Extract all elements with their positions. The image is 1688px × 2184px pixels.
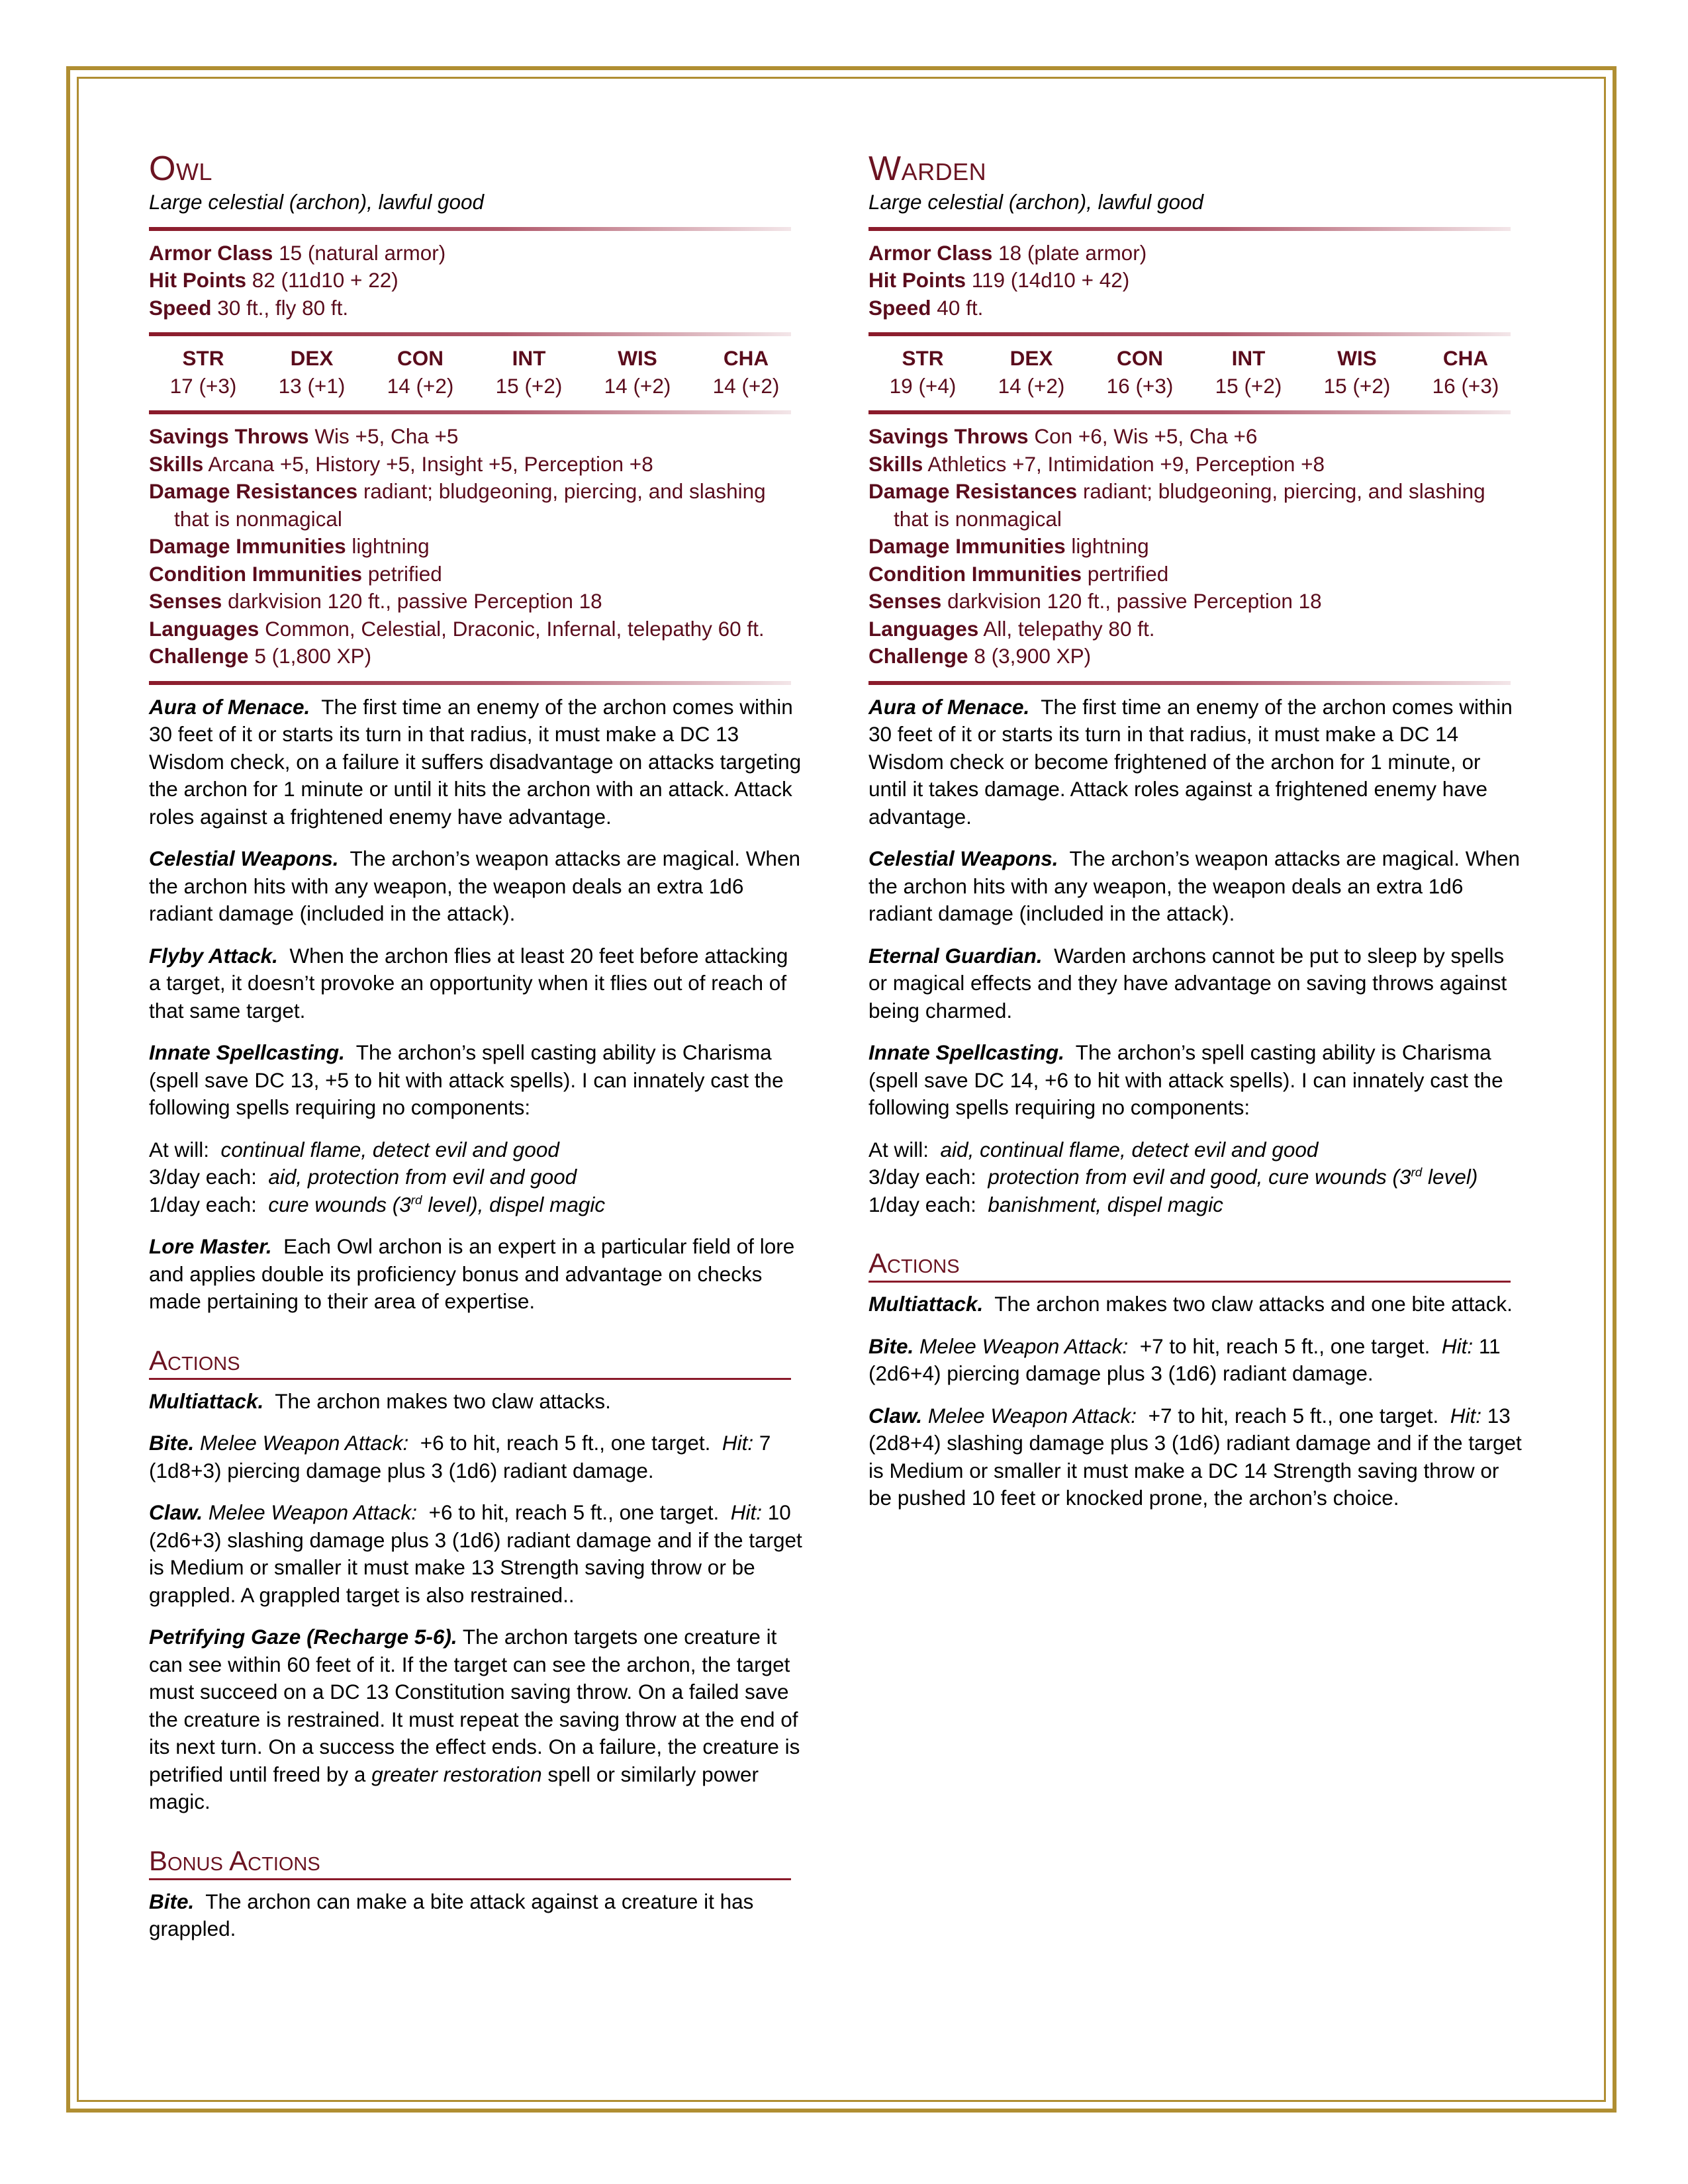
warden-damage-resistances: Damage Resistances radiant; bludgeoning, piercing, and slashing xyxy=(868,479,1485,503)
warden-trait: Aura of Menace. The first time an enemy of the archon comes within 30 feet of it or starts its turn in that radius, it must make a DC 14 Wisdom check or become frightened of the archon for 1 minute, or until it takes damage. Attack roles against a frightened enemy have advantage. xyxy=(868,694,1513,829)
owl-trait: Innate Spellcasting. The archon’s spell casting ability is Charisma (spell save DC 13, +5 to hit with attack spells). I can innately cast the following spells requiring no components: xyxy=(149,1040,784,1119)
ability-wis: WIS 15 (+2) xyxy=(1323,346,1391,398)
warden-hit-points: Hit Points 119 (14d10 + 42) xyxy=(868,268,1130,292)
owl-trait: Aura of Menace. The first time an enemy of the archon comes within 30 feet of it or starts its turn in that radius, it must make a DC 13 Wisdom check, on a failure it suffers disadvantage on attacks targeting the archon for 1 minute or until it hits the archon with an attack. Attack roles against a frightened enemy have advantage. xyxy=(149,694,802,829)
owl-title: Owl xyxy=(149,150,212,188)
ability-con: CON 16 (+3) xyxy=(1106,346,1174,398)
spell-row: 3/day each: protection from evil and good, cure wounds (3rd level) xyxy=(868,1165,1478,1189)
divider xyxy=(149,410,791,414)
warden-trait: Celestial Weapons. The archon’s weapon attacks are magical. When the archon hits with any weapon, the weapon deals an extra 1d6 radiant damage (included in the attack). xyxy=(868,846,1520,925)
owl-challenge: Challenge 5 (1,800 XP) xyxy=(149,644,372,668)
warden-title: Warden xyxy=(868,150,987,188)
warden-saving-throws: Savings Throws Con +6, Wis +5, Cha +6 xyxy=(868,424,1258,448)
divider xyxy=(868,681,1511,685)
ability-int: INT 15 (+2) xyxy=(1215,346,1282,398)
warden-trait: Innate Spellcasting. The archon’s spell casting ability is Charisma (spell save DC 14, +6 to hit with attack spells). I can innately cast the following spells requiring no components: xyxy=(868,1040,1503,1119)
owl-subtype: Large celestial (archon), lawful good xyxy=(149,190,485,214)
owl-action: Bite. Melee Weapon Attack: +6 to hit, reach 5 ft., one target. Hit: 7 (1d8+3) piercing damage plus 3 (1d6) radiant damage. xyxy=(149,1431,771,1482)
owl-action: Multiattack. The archon makes two claw attacks. xyxy=(149,1388,611,1413)
owl-armor-class: Armor Class 15 (natural armor) xyxy=(149,240,446,265)
warden-action: Bite. Melee Weapon Attack: +7 to hit, reach 5 ft., one target. Hit: 11 (2d6+4) piercing damage plus 3 (1d6) radiant damage. xyxy=(868,1334,1501,1385)
ability-dex: DEX 14 (+2) xyxy=(998,346,1065,398)
owl-trait: Flyby Attack. When the archon flies at least 20 feet before attacking a target, it doesn’t provoke an opportunity when it flies out of reach of that same target. xyxy=(149,943,788,1023)
warden-spell-list xyxy=(868,1136,1524,1219)
ability-cha: CHA 14 (+2) xyxy=(712,346,780,398)
warden-subtype: Large celestial (archon), lawful good xyxy=(868,190,1204,214)
owl-spell-list xyxy=(149,1136,804,1219)
divider xyxy=(149,227,791,231)
owl-damage-resistances: Damage Resistances radiant; bludgeoning, piercing, and slashing xyxy=(149,479,766,503)
owl-damage-resistances-cont: that is nonmagical xyxy=(174,506,342,531)
owl-stat-block xyxy=(149,149,804,1958)
warden-action: Multiattack. The archon makes two claw attacks and one bite attack. xyxy=(868,1292,1513,1316)
owl-senses: Senses darkvision 120 ft., passive Perception 18 xyxy=(149,589,602,613)
owl-action: Petrifying Gaze (Recharge 5-6). The archon targets one creature it can see within 60 feet of it. If the target can see the archon, the target must succeed on a DC 13 Constitution saving throw. On a failed save the creature is restrained. It must repeat the saving throw at the end of its next turn. On a success the effect ends. On a failure, the creature is petrified until freed by a greater restoration spell or similarly power magic. xyxy=(149,1625,800,1813)
owl-hit-points: Hit Points 82 (11d10 + 22) xyxy=(149,268,399,292)
warden-senses: Senses darkvision 120 ft., passive Perception 18 xyxy=(868,589,1322,613)
spell-row: At will: aid, continual flame, detect evil and good xyxy=(868,1137,1319,1161)
owl-damage-immunities: Damage Immunities lightning xyxy=(149,534,430,558)
ability-dex: DEX 13 (+1) xyxy=(278,346,346,398)
warden-trait: Eternal Guardian. Warden archons cannot be put to sleep by spells or magical effects and they have advantage on saving throws against being charmed. xyxy=(868,943,1507,1023)
owl-action: Claw. Melee Weapon Attack: +6 to hit, reach 5 ft., one target. Hit: 10 (2d6+3) slashing damage plus 3 (1d6) radiant damage and if the target is Medium or smaller it must make 13 Strength saving throw or be grappled. A grappled target is also restrained.. xyxy=(149,1500,802,1607)
warden-ability-scores xyxy=(868,345,1520,400)
ability-con: CON 14 (+2) xyxy=(387,346,454,398)
warden-damage-resistances-cont: that is nonmagical xyxy=(894,506,1062,531)
warden-languages: Languages All, telepathy 80 ft. xyxy=(868,616,1155,641)
owl-languages: Languages Common, Celestial, Draconic, Infernal, telepathy 60 ft. xyxy=(149,616,765,641)
spell-row: 3/day each: aid, protection from evil and good xyxy=(149,1165,577,1189)
spell-row: 1/day each: banishment, dispel magic xyxy=(868,1192,1223,1216)
owl-speed: Speed 30 ft., fly 80 ft. xyxy=(149,295,349,320)
owl-condition-immunities: Condition Immunities petrified xyxy=(149,561,442,586)
ability-cha: CHA 16 (+3) xyxy=(1432,346,1499,398)
warden-stat-block xyxy=(868,149,1524,1527)
owl-ability-scores xyxy=(149,345,800,400)
divider xyxy=(868,410,1511,414)
divider xyxy=(868,227,1511,231)
owl-actions-heading: Actions xyxy=(149,1345,791,1380)
warden-skills: Skills Athletics +7, Intimidation +9, Perception +8 xyxy=(868,451,1325,476)
ability-int: INT 15 (+2) xyxy=(495,346,563,398)
spell-row: 1/day each: cure wounds (3rd level), dispel magic xyxy=(149,1192,606,1216)
owl-bonus-action: Bite. The archon can make a bite attack against a creature it has grappled. xyxy=(149,1889,754,1940)
warden-armor-class: Armor Class 18 (plate armor) xyxy=(868,240,1147,265)
warden-damage-immunities: Damage Immunities lightning xyxy=(868,534,1149,558)
ability-str: STR 17 (+3) xyxy=(169,346,237,398)
ability-str: STR 19 (+4) xyxy=(889,346,957,398)
warden-speed: Speed 40 ft. xyxy=(868,295,984,320)
owl-bonus-actions-heading: Bonus Actions xyxy=(149,1845,791,1880)
divider xyxy=(149,332,791,336)
spell-row: At will: continual flame, detect evil and good xyxy=(149,1137,559,1161)
warden-challenge: Challenge 8 (3,900 XP) xyxy=(868,644,1092,668)
ability-wis: WIS 14 (+2) xyxy=(604,346,671,398)
warden-condition-immunities: Condition Immunities pertrified xyxy=(868,561,1169,586)
owl-skills: Skills Arcana +5, History +5, Insight +5, Perception +8 xyxy=(149,451,653,476)
owl-saving-throws: Savings Throws Wis +5, Cha +5 xyxy=(149,424,459,448)
divider xyxy=(868,332,1511,336)
owl-trait: Lore Master. Each Owl archon is an expert in a particular field of lore and applies double its proficiency bonus and advantage on checks made pertaining to their area of expertise. xyxy=(149,1234,795,1313)
warden-actions-heading: Actions xyxy=(868,1248,1511,1283)
divider xyxy=(149,681,791,685)
owl-trait: Celestial Weapons. The archon’s weapon attacks are magical. When the archon hits with any weapon, the weapon deals an extra 1d6 radiant damage (included in the attack). xyxy=(149,846,800,925)
warden-action: Claw. Melee Weapon Attack: +7 to hit, reach 5 ft., one target. Hit: 13 (2d8+4) slashing damage plus 3 (1d6) radiant damage and if the target is Medium or smaller it must make a DC 14 Strength saving throw or be pushed 10 feet or knocked prone, the archon’s choice. xyxy=(868,1403,1522,1510)
